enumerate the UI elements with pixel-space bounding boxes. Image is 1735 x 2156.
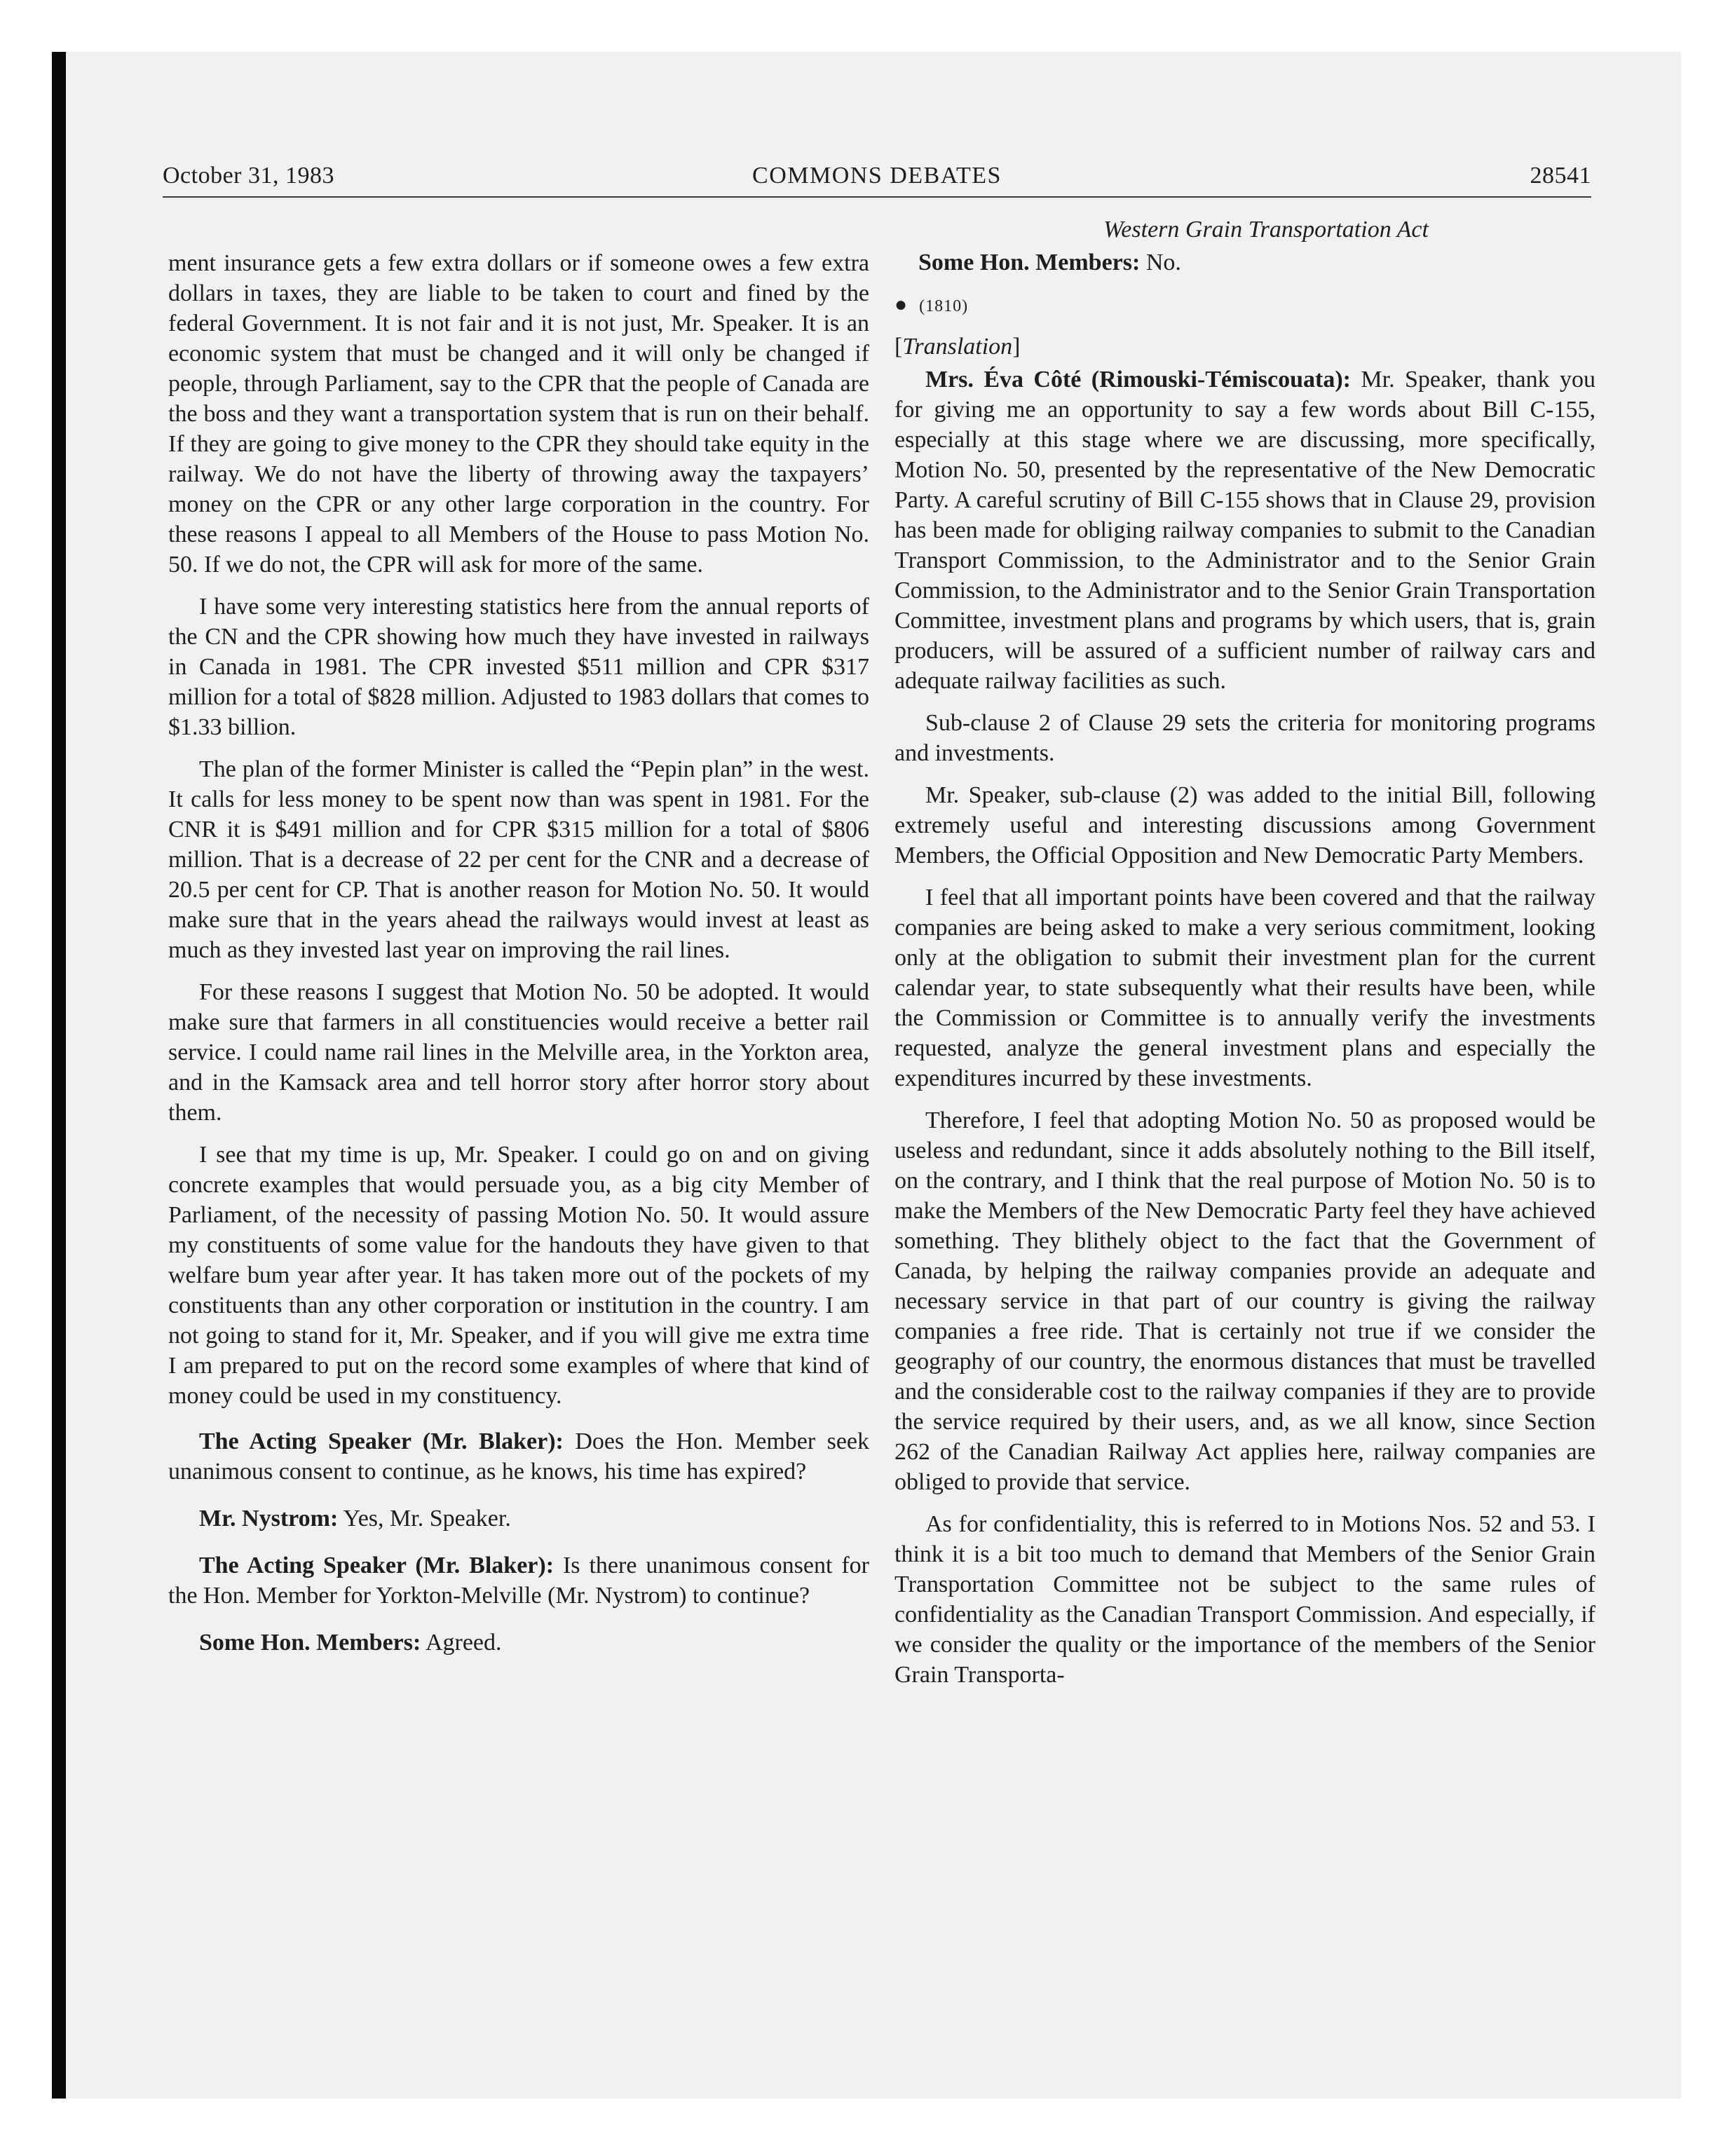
speech: [168, 1628, 869, 1658]
paragraph: For these reasons I suggest that Motion No. 50 be adopted. It would make sure that farmers in all constituencies would receive a better rail service. I could name rail lines in the Melville area, in the Yorkton area, and in the Kamsack area and tell horror story after horror story about them.: [168, 979, 869, 1126]
header-page-number: 28541: [1530, 163, 1591, 189]
left-column: [168, 248, 869, 1670]
paragraph: Mr. Speaker, sub-clause (2) was added to the initial Bill, following extremely useful and interesting discussions among Government Members, the Official Opposition and New Democratic Party Members.: [894, 782, 1595, 868]
paragraph: As for confidentiality, this is referred to in Motions Nos. 52 and 53. I think it is a bit too much to demand that Members of the Senior Grain Transportation Committee not be subject to the same rules of confidentiality as the Canadian Transport Commission. And especially, if we consider the quality or the importance of the members of the Senior Grain Transporta-: [894, 1511, 1595, 1688]
page-header: [163, 163, 1591, 199]
speech-text: Does the Hon. Member seek unanimous consent to continue, as he knows, his time has expired?: [168, 1428, 870, 1485]
timestamp-text: (1810): [919, 297, 969, 315]
paragraph: The plan of the former Minister is called the “Pepin plan” in the west. It calls for less money to be spent now than was spent in 1981. For the CNR it is $491 million and for CPR $315 million for a total of $806 million. That is a decrease of 22 per cent for the CNR and a decrease of 20.5 per cent for CP. That is another reason for Motion No. 50. It would make sure that in the years ahead the railways would invest at least as much as they invested last year on improving the rail lines.: [168, 756, 869, 963]
speech-text: No.: [1145, 250, 1181, 275]
speech: [168, 1426, 869, 1487]
paragraph: Therefore, I feel that adopting Motion No. 50 as proposed would be useless and redundant, since it adds absolutely nothing to the Bill itself, on the contrary, and I think that the real purpose of Motion No. 50 is to make the Members of the New Democratic Party feel they have achieved something. They blithely object to the fact that the Government of Canada, by helping the railway companies provide an adequate and necessary service in that part of our country is giving the railway companies a free ride. That is certainly not true if we consider the geography of our country, the enormous distances that must be travelled and the considerable cost to the railway companies if they are to provide the service required by their users, and, as we all know, since Section 262 of the Canadian Railway Act applies here, railway companies are obliged to provide that service.: [894, 1107, 1595, 1495]
speech: [168, 1503, 869, 1534]
speaker-name: Some Hon. Members:: [199, 1630, 421, 1656]
speech: [168, 1550, 869, 1611]
translation-label-text: Translation: [902, 334, 1013, 360]
speaker-name: Mr. Nystrom:: [199, 1506, 339, 1531]
paragraph: I have some very interesting statistics here from the annual reports of the CN and the CPR showing how much they have invested in railways in Canada in 1981. The CPR invested $511 million and CPR $317 million for a total of $828 million. Adjusted to 1983 dollars that comes to $1.33 billion.: [168, 594, 869, 740]
speech: [894, 247, 1595, 278]
header-title: COMMONS DEBATES: [752, 163, 1002, 189]
speaker-name: The Acting Speaker (Mr. Blaker):: [199, 1428, 564, 1454]
speech-text: Yes, Mr. Speaker.: [343, 1506, 511, 1531]
header-date: October 31, 1983: [163, 163, 335, 189]
right-column: [894, 214, 1595, 1702]
paragraph: Sub-clause 2 of Clause 29 sets the criteria for monitoring programs and investments.: [894, 710, 1595, 766]
speech-text: Mr. Speaker, thank you for giving me an opportunity to say a few words about Bill C-155, especially at this stage where we are discussing, more specifically, Motion No. 50, presented by the representative of the New Democratic Party. A careful scrutiny of Bill C-155 shows that in Clause 29, provision has been made for obliging railway companies to submit to the Canadian Transport Commission, to the Administrator and to the Senior Grain Commission, to the Administrator and to the Senior Grain Transportation Committee, investment plans and programs by which users, that is, grain producers, will be assured of a sufficient number of railway cars and adequate railway facilities as such.: [894, 367, 1596, 694]
speech-text: Agreed.: [425, 1630, 502, 1656]
speaker-name: Mrs. Éva Côté (Rimouski-Témiscouata):: [925, 367, 1351, 393]
paragraph: I see that my time is up, Mr. Speaker. I could go on and on giving concrete examples that would persuade you, as a big city Member of Parliament, of the necessity of passing Motion No. 50. It would assure my constituents of some value for the handouts they have given to that welfare bum year after year. It has taken more out of the pockets of my constituents than any other corporation or institution in the country. I am not going to stand for it, Mr. Speaker, and if you will give me extra time I am prepared to put on the record some examples of where that kind of money could be used in my constituency.: [168, 1142, 869, 1409]
header-rule: [163, 196, 1591, 198]
speaker-name: Some Hon. Members:: [918, 250, 1141, 275]
bullet-icon: ●: [894, 293, 909, 316]
timestamp: [894, 289, 1595, 322]
speech-text: Is there unanimous consent for the Hon. Member for Yorkton-Melville (Mr. Nystrom) to continue?: [168, 1553, 869, 1609]
paragraph: I feel that all important points have been covered and that the railway companies are being asked to make a very serious commitment, looking only at the obligation to submit their investment plan for the current calendar year, to state subsequently what their results have been, while the Commission or Committee is to annually verify the investments requested, analyze the general investment plans and especially the expenditures incurred by these investments.: [894, 885, 1595, 1091]
paragraph: ment insurance gets a few extra dollars or if someone owes a few extra dollars in taxes, they are liable to be taken to court and fined by the federal Government. It is not fair and it is not just, Mr. Speaker. It is an economic system that must be changed and it will only be changed if people, through Parliament, say to the CPR that the people of Canada are the boss and they want a transportation system that is run on their behalf. If they are going to give money to the CPR they should take equity in the railway. We do not have the liberty of throwing away the taxpayers’ money on the CPR or any other large corporation in the country. For these reasons I appeal to all Members of the House to pass Motion No. 50. If we do not, the CPR will ask for more of the same.: [168, 250, 869, 578]
running-head: Western Grain Transportation Act: [1103, 217, 1429, 243]
translation-label: [Translation]: [894, 334, 1021, 360]
scan-edge: [52, 52, 66, 2099]
speech: [894, 364, 1595, 696]
speaker-name: The Acting Speaker (Mr. Blaker):: [199, 1553, 554, 1578]
